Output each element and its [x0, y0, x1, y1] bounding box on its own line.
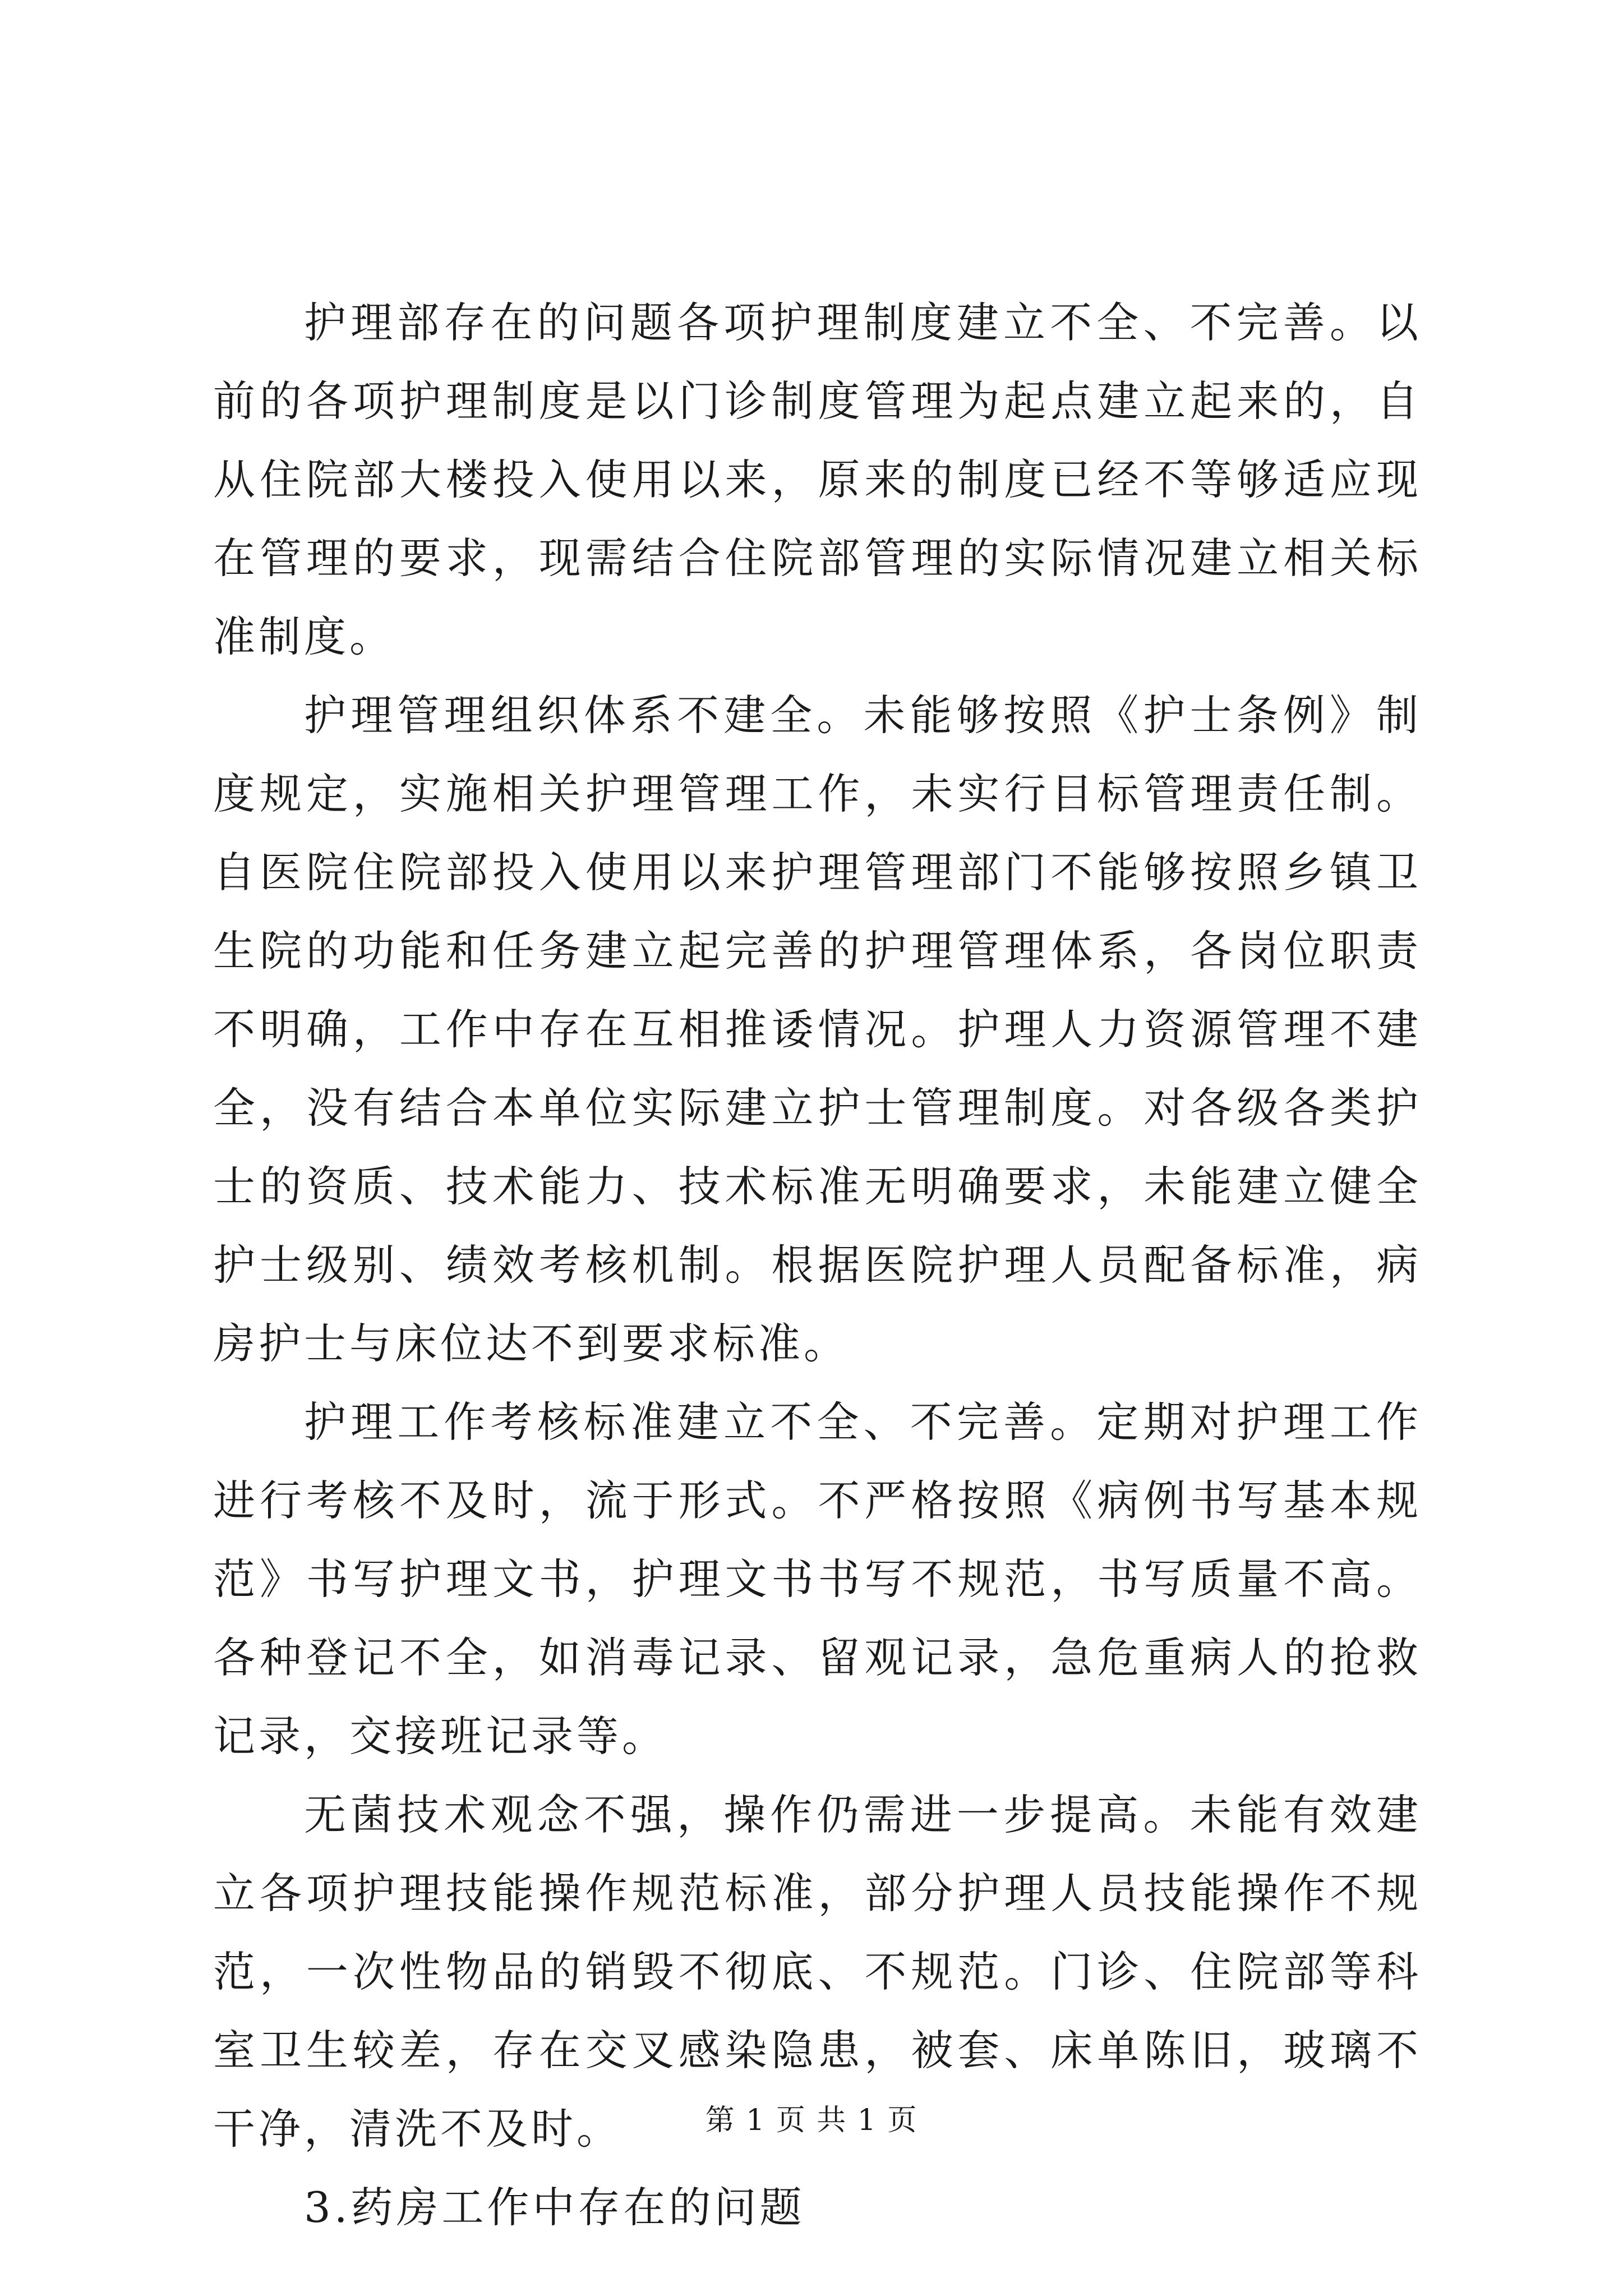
page-number-footer: 第 1 页 共 1 页 [705, 2104, 918, 2137]
paragraph-management-organization: 护理管理组织体系不建全。未能够按照《护士条例》制度规定，实施相关护理管理工作，未实行目标管理责任制。自医院住院部投入使用以来护理管理部门不能够按照乡镇卫生院的功能和任务建立起完善的护理管理体系，各岗位职责不明确，工作中存在互相推诿情况。护理人力资源管理不建全，没有结合本单位实际建立护士管理制度。对各级各类护士的资质、技术能力、技术标准无明确要求，未能建立健全护士级别、绩效考核机制。根据医院护理人员配备标准，病房护士与床位达不到要求标准。 [213, 691, 1422, 1368]
paragraph-aseptic-technique: 无菌技术观念不强，操作仍需进一步提高。未能有效建立各项护理技能操作规范标准，部分护理人员技能操作不规范，一次性物品的销毁不彻底、不规范。门诊、住院部等科室卫生较差，存在交叉感染隐患，被套、床单陈旧，玻璃不干净，清洗不及时。 [213, 1790, 1422, 2154]
document-body [213, 283, 1422, 2247]
paragraph-assessment-standards: 护理工作考核标准建立不全、不完善。定期对护理工作进行考核不及时，流于形式。不严格按照《病例书写基本规范》书写护理文书，护理文书书写不规范，书写质量不高。各种登记不全，如消毒记录、留观记录，急危重病人的抢救记录，交接班记录等。 [213, 1397, 1422, 1761]
section-heading-pharmacy: 3.药房工作中存在的问题 [304, 2183, 805, 2232]
paragraph-nursing-system-issues: 护理部存在的问题各项护理制度建立不全、不完善。以前的各项护理制度是以门诊制度管理为起点建立起来的，自从住院部大楼投入使用以来，原来的制度已经不等够适应现在管理的要求，现需结合住院部管理的实际情况建立相关标准制度。 [213, 298, 1422, 661]
